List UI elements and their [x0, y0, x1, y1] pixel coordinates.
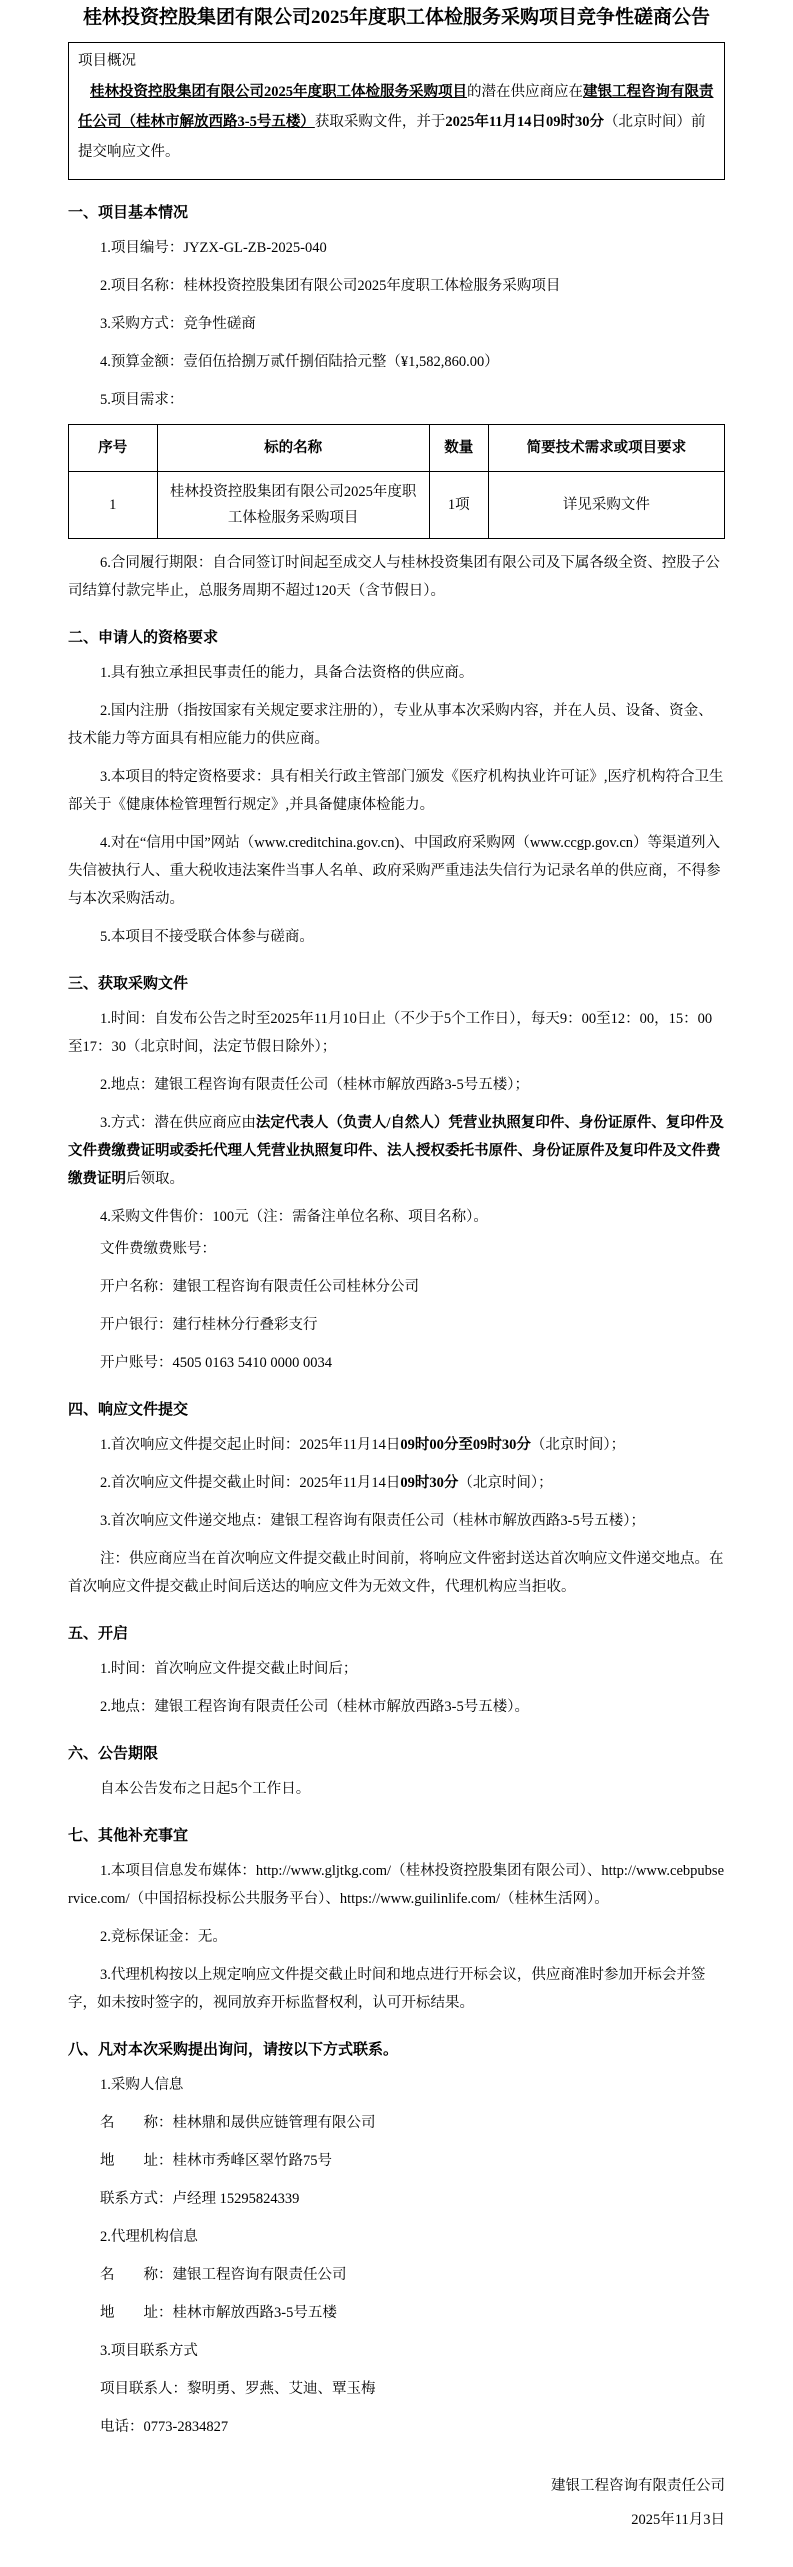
project-phone: 电话：0773-2834827 — [100, 2419, 229, 2435]
section-opening-heading: 五、开启 — [68, 1626, 129, 1642]
submission-deadline-bold: 09时30分 — [400, 1475, 459, 1491]
overview-text-run: 获取采购文件，并于 — [314, 114, 446, 130]
overview-project-name: 桂林投资控股集团有限公司2025年度职工体检服务采购项目 — [90, 84, 467, 100]
signature-block — [68, 2469, 725, 2537]
announcement-period: 自本公告发布之日起5个工作日。 — [100, 1781, 311, 1797]
qualification-item-5: 5.本项目不接受联合体参与磋商。 — [100, 929, 314, 945]
account-number: 开户账号：4505 0163 5410 0000 0034 — [100, 1355, 332, 1371]
qualification-item-1: 1.具有独立承担民事责任的能力，具备合法资格的供应商。 — [100, 665, 474, 681]
submission-deadline-run: （北京时间）； — [458, 1475, 553, 1491]
table-header-name: 标的名称 — [157, 425, 429, 472]
contract-period: 6.合同履行期限：自合同签订时间起至成交人与桂林投资集团有限公司及下属各级全资、控股子公司结算付款完毕止，总服务周期不超过120天（含节假日）。 — [68, 555, 720, 599]
qualification-item-4: 4.对在“信用中国”网站（www.creditchina.gov.cn)、中国政府采购网（www.ccgp.gov.cn）等渠道列入失信被执行人、重大税收违法案件当事人名单、政府采购严重违法失信行为记录名单的供应商，不得参与本次采购活动。 — [68, 835, 721, 907]
obtain-method — [68, 1109, 725, 1193]
document-price: 4.采购文件售价：100元（注：需备注单位名称、项目名称）。 — [100, 1209, 488, 1225]
table-header-req: 简要技术需求或项目要求 — [488, 425, 724, 472]
overview-paragraph — [78, 77, 715, 167]
buyer-contact: 联系方式：卢经理 15295824339 — [100, 2191, 300, 2207]
submission-location: 3.首次响应文件递交地点：建银工程咨询有限责任公司（桂林市解放西路3-5号五楼）； — [100, 1513, 645, 1529]
section-submission-heading: 四、响应文件提交 — [68, 1402, 189, 1418]
fee-account-label: 文件费缴费账号： — [100, 1241, 216, 1257]
table-cell-name: 桂林投资控股集团有限公司2025年度职工体检服务采购项目 — [157, 472, 429, 539]
section-contact-heading: 八、凡对本次采购提出询问，请按以下方式联系。 — [68, 2042, 399, 2058]
submission-deadline — [68, 1469, 725, 1497]
section-basic-heading: 一、项目基本情况 — [68, 205, 189, 221]
overview-text-run: （北京时间）前提交响应文件。 — [78, 114, 706, 160]
publish-media: 1.本项目信息发布媒体：http://www.gljtkg.com/（桂林投资控股集团有限公司）、http://www.cebpubservice.com/（中国招标投标公共服务平台）、https://www.guilinlife.com/（桂林生活网）。 — [68, 1863, 725, 1907]
submission-note: 注：供应商应当在首次响应文件提交截止时间前，将响应文件密封送达首次响应文件递交地点。在首次响应文件提交截止时间后送达的响应文件为无效文件，代理机构应当拒收。 — [68, 1551, 724, 1595]
budget-amount: 4.预算金额：壹佰伍拾捌万贰仟捌佰陆拾元整（¥1,582,860.00） — [100, 354, 499, 370]
table-header-no: 序号 — [69, 425, 158, 472]
signature-date: 2025年11月3日 — [631, 2512, 725, 2528]
agency-opening-rule: 3.代理机构按以上规定响应文件提交截止时间和地点进行开标会议，供应商准时参加开标会并签字，如未按时签字的，视同放弃开标监督权利，认可开标结果。 — [68, 1967, 706, 2011]
project-contact-title: 3.项目联系方式 — [100, 2343, 198, 2359]
table-cell-req: 详见采购文件 — [488, 472, 724, 539]
buyer-info-title: 1.采购人信息 — [100, 2077, 184, 2093]
table-cell-qty: 1项 — [429, 472, 488, 539]
submission-start-run: （北京时间）； — [530, 1437, 626, 1453]
submission-deadline-run: 2.首次响应文件提交截止时间：2025年11月14日 — [100, 1475, 401, 1491]
obtain-method-bold-run: 法定代表人（负责人/自然人）凭营业执照复印件、身份证原件、复印件及文件费缴费证明或委托代理人凭营业执照复印件、法人授权委托书原件、身份证原件及复印件及文件费缴费证明 — [68, 1115, 724, 1187]
table-header-qty: 数量 — [429, 425, 488, 472]
overview-agency-name: 建银工程咨询有限责任公司（桂林市解放西路3-5号五楼） — [78, 84, 714, 130]
project-contacts: 项目联系人：黎明勇、罗燕、艾迪、覃玉梅 — [100, 2381, 376, 2397]
table-header-row — [69, 425, 725, 472]
section-obtain-heading: 三、获取采购文件 — [68, 976, 189, 992]
opening-time: 1.时间：首次响应文件提交截止时间后； — [100, 1661, 358, 1677]
account-bank: 开户银行：建行桂林分行叠彩支行 — [100, 1317, 318, 1333]
agency-info-title: 2.代理机构信息 — [100, 2229, 198, 2245]
signature-org: 建银工程咨询有限责任公司 — [551, 2478, 725, 2494]
table-cell-no: 1 — [69, 472, 158, 539]
obtain-method-run: 3.方式：潜在供应商应由 — [100, 1115, 256, 1131]
procurement-method: 3.采购方式：竞争性磋商 — [100, 316, 256, 332]
project-name: 2.项目名称：桂林投资控股集团有限公司2025年度职工体检服务采购项目 — [100, 278, 561, 294]
overview-text-run: 的潜在供应商应在 — [467, 84, 583, 100]
project-overview-box — [68, 42, 725, 180]
submission-start-bold: 09时00分至09时30分 — [400, 1437, 531, 1453]
requirements-table — [68, 424, 725, 539]
agency-address: 地 址：桂林市解放西路3-5号五楼 — [100, 2305, 337, 2321]
opening-location: 2.地点：建银工程咨询有限责任公司（桂林市解放西路3-5号五楼）。 — [100, 1699, 529, 1715]
overview-label: 项目概况 — [78, 53, 136, 69]
qualification-item-2: 2.国内注册（指按国家有关规定要求注册的），专业从事本次采购内容，并在人员、设备、资金、技术能力等方面具有相应能力的供应商。 — [68, 703, 713, 747]
buyer-address: 地 址：桂林市秀峰区翠竹路75号 — [100, 2153, 332, 2169]
qualification-item-3: 3.本项目的特定资格要求：具有相关行政主管部门颁发《医疗机构执业许可证》,医疗机构符合卫生部关于《健康体检管理暂行规定》,并具备健康体检能力。 — [68, 769, 724, 813]
account-name: 开户名称：建银工程咨询有限责任公司桂林分公司 — [100, 1279, 419, 1295]
obtain-time: 1.时间：自发布公告之时至2025年11月10日止（不少于5个工作日），每天9：00至12：00，15：00至17：30（北京时间，法定节假日除外）； — [68, 1011, 713, 1055]
project-number: 1.项目编号：JYZX-GL-ZB-2025-040 — [100, 240, 327, 256]
section-qualification-heading: 二、申请人的资格要求 — [68, 630, 219, 646]
section-period-heading: 六、公告期限 — [68, 1746, 159, 1762]
overview-deadline: 2025年11月14日09时30分 — [445, 114, 605, 130]
table-row — [69, 472, 725, 539]
submission-start-run: 1.首次响应文件提交起止时间：2025年11月14日 — [100, 1437, 401, 1453]
bid-deposit: 2.竞标保证金：无。 — [100, 1929, 227, 1945]
obtain-method-run: 后领取。 — [126, 1171, 184, 1187]
project-requirement-label: 5.项目需求： — [100, 392, 184, 408]
obtain-location: 2.地点：建银工程咨询有限责任公司（桂林市解放西路3-5号五楼）； — [100, 1077, 529, 1093]
page-title: 桂林投资控股集团有限公司2025年度职工体检服务采购项目竞争性磋商公告 — [82, 7, 710, 28]
section-other-heading: 七、其他补充事宜 — [68, 1828, 189, 1844]
agency-name: 名 称：建银工程咨询有限责任公司 — [100, 2267, 347, 2283]
buyer-name: 名 称：桂林鼎和晟供应链管理有限公司 — [100, 2115, 376, 2131]
submission-start-time — [68, 1431, 725, 1459]
